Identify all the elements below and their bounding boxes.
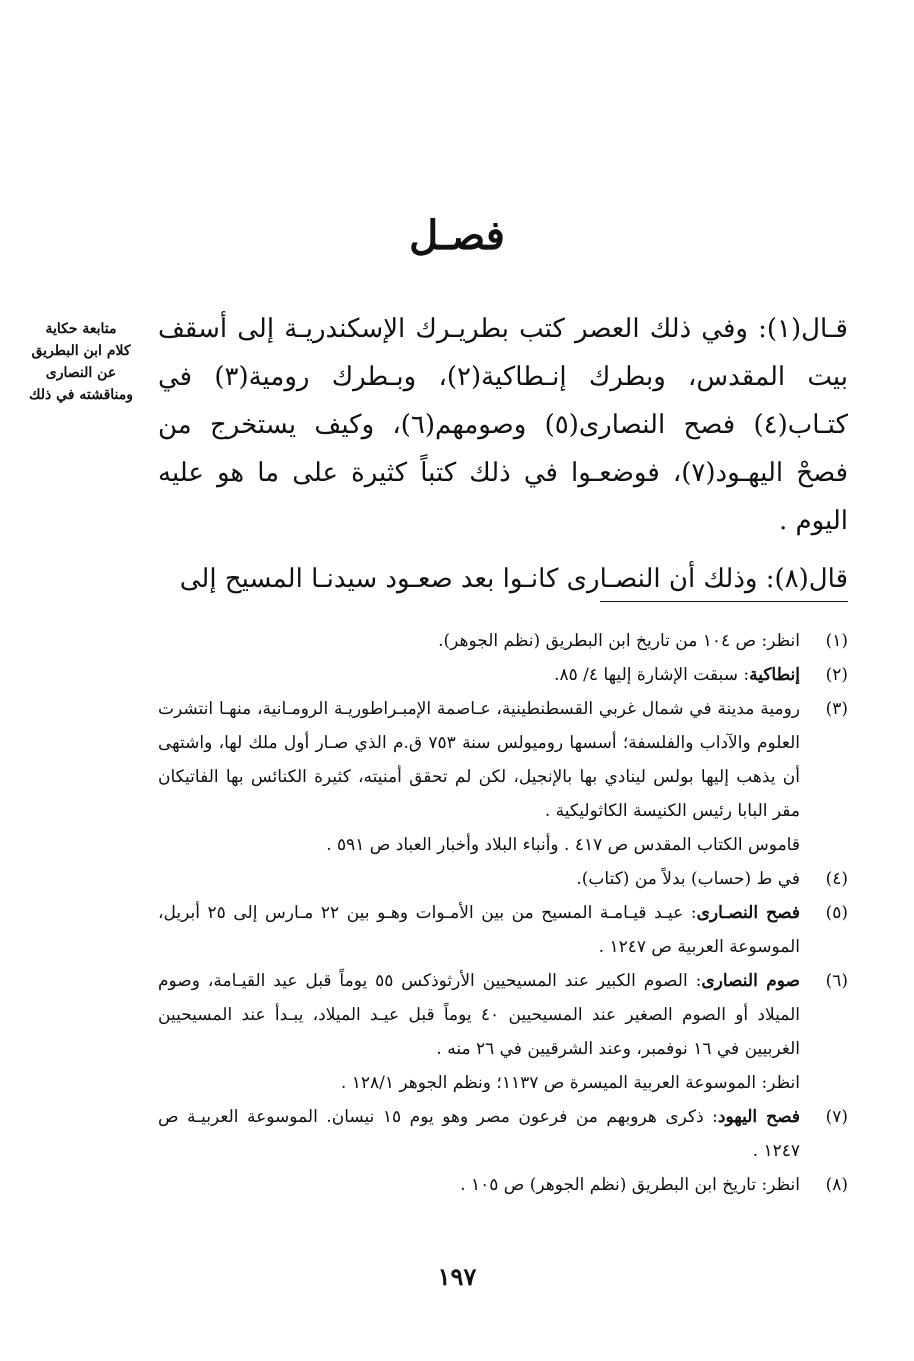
footnote-number: (٦): [825, 971, 848, 991]
footnote-line: [158, 964, 800, 1066]
footnote-line: رومية مدينة في شمال غربي القسطنطينية، عـاصمة الإمبـراطوريـة الرومـانية، منهـا انتشرت العلوم والآداب والفلسفة؛ أسسها روميولس سنة ٧٥٣ ق.م الذي صـار أول ملك لها، واشتهى أن يذهب إليها بولس لينادي بها بالإنجيل، لكن لم تحقق أمنيته، كثيرة الكنائس بها الفاتيكان مقر البابا رئيس الكنيسة الكاثوليكية .: [158, 699, 800, 821]
footnote-term: صوم النصارى: [701, 971, 800, 991]
footnote-line: : سبقت الإشارة إليها ٤/ ٨٥.: [554, 665, 750, 685]
footnote-separator: [600, 601, 848, 602]
footnote-number: (٣): [825, 699, 848, 719]
body-paragraph: قـال(١): وفي ذلك العصر كتب بطريـرك الإسكندريـة إلى أسقف بيت المقدس، وبطرك إنـطاكية(٢)، وبـطرك رومية(٣) في كتـاب(٤) فصح النصارى(٥) وصومهم(٦)، وكيف يستخرج من فصحْ اليهـود(٧)، فوضعـوا في ذلك كتباً كثيرة على ما هو عليه اليوم .: [158, 314, 848, 536]
footnote: [158, 1100, 848, 1168]
footnote-body: [158, 896, 800, 964]
margin-note-line: عن النصارى: [45, 365, 117, 381]
page-number: ١٩٧: [437, 1262, 477, 1291]
footnote-body: [158, 862, 800, 896]
footnote-body: [158, 692, 800, 862]
footnote-number: (٤): [825, 869, 848, 889]
footnote: [158, 896, 848, 964]
footnote-text: : الصوم الكبير عند المسيحيين الأرثوذكس ٥٥ يوماً قبل عيد القيـامة، وصوم الميلاد أو الصوم الصغير عند المسيحيين ٤٠ يوماً قبل عيـد الميلاد، يبـدأ عند المسيحيين الغربيين في ١٦ نوفمبر، وعند الشرقيين في ٢٦ منه .: [158, 971, 800, 1059]
footnote: [158, 692, 848, 862]
footnote: [158, 624, 848, 658]
footnote-line: انظر: ص ١٠٤ من تاريخ ابن البطريق (نظم الجوهر).: [438, 631, 800, 651]
chapter-title: فصـل: [409, 212, 505, 259]
footnote: [158, 1168, 848, 1202]
margin-note-line: متابعة حكاية: [45, 321, 117, 337]
footnote-term: فصح النصـارى: [696, 903, 800, 923]
body-paragraph: قال(٨): وذلك أن النصـارى كانـوا بعد صعـود سيدنـا المسيح إلى: [179, 564, 848, 594]
margin-note-line: كلام ابن البطريق: [31, 343, 131, 359]
footnote-number: (١): [825, 631, 848, 651]
footnote-line: في ط (حساب) بدلاً من (كتاب).: [576, 869, 800, 889]
footnote: [158, 862, 848, 896]
footnote-number: (٢): [825, 665, 848, 685]
footnotes: [158, 624, 848, 1202]
footnote-body: [158, 964, 800, 1100]
footnote-line: انظر: تاريخ ابن البطريق (نظم الجوهر) ص ١٠٥ .: [460, 1175, 800, 1195]
footnote-body: [158, 658, 800, 692]
margin-note-line: ومناقشته في ذلك: [28, 387, 134, 403]
footnote-line: قاموس الكتاب المقدس ص ٤١٧ . وأنباء البلاد وأخبار العباد ص ٥٩١ .: [326, 835, 800, 855]
footnote-body: [158, 624, 800, 658]
footnote-body: [158, 1100, 800, 1168]
main-text: [158, 305, 848, 603]
footnote: [158, 964, 848, 1100]
footnote-term: فصح اليهود: [717, 1107, 801, 1127]
footnote-number: (٧): [825, 1107, 848, 1127]
footnote: [158, 658, 848, 692]
footnote-term: إنطاكية: [749, 665, 800, 685]
margin-note: [22, 318, 140, 406]
footnote-body: [158, 1168, 800, 1202]
footnote-line: : عيـد قيـامـة المسيح من بين الأمـوات وهـو بين ٢٢ مـارس إلى ٢٥ أبريل، الموسوعة العربية ص ١٢٤٧ .: [158, 903, 800, 957]
footnote-line: انظر: الموسوعة العربية الميسرة ص ١١٣٧؛ ونظم الجوهر ١٢٨/١ .: [340, 1073, 800, 1093]
footnote-line: : ذكرى هروبهم من فرعون مصر وهو يوم ١٥ نيسان. الموسوعة العربيـة ص ١٢٤٧ .: [158, 1107, 800, 1161]
footnote-number: (٨): [825, 1175, 848, 1195]
footnote-number: (٥): [825, 903, 848, 923]
